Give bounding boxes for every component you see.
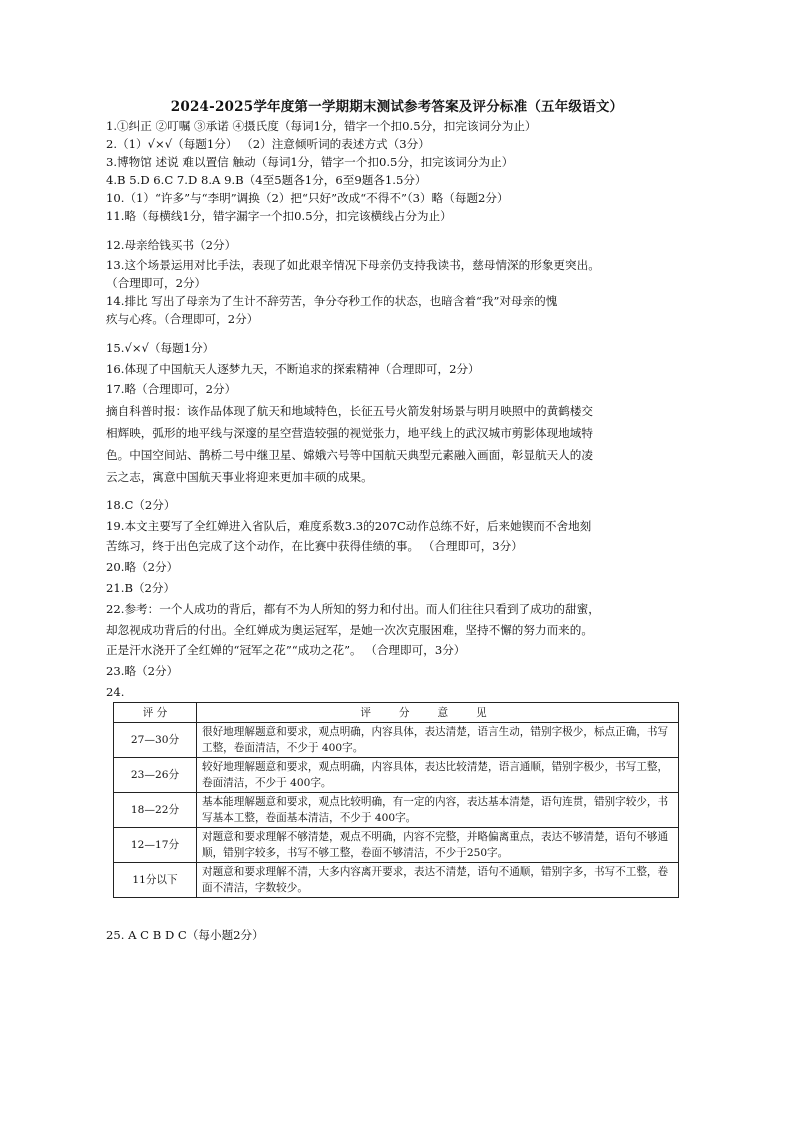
answer-line-14-cont: 疚与心疼。（合理即可，2分）: [106, 312, 259, 326]
answer-line-14: 14.排比 写出了母亲为了生计不辞劳苦，争分夺秒工作的状态，也暗含着“我”对母亲的愧: [106, 294, 558, 308]
grade-description: 对题意和要求理解不够清楚，观点不明确，内容不完整，并略偏离重点，表达不够清楚，语句不够通顺，错别字较多，书写不够工整，卷面不够清洁，不少于250字。: [197, 828, 679, 863]
answer-line-13: 13.这个场景运用对比手法，表现了如此艰辛情况下母亲仍支持我读书，慈母情深的形象更突出。: [106, 258, 600, 272]
scoring-table: [113, 702, 679, 898]
table-row: [114, 863, 679, 898]
answer-line-11: 11.略（每横线1分，错字漏字一个扣0.5分，扣完该横线占分为止）: [106, 209, 452, 223]
grade-description: 较好地理解题意和要求，观点明确，内容具体，表达比较清楚，语言通顺，错别字极少，书写工整，卷面清洁，不少于 400字。: [197, 758, 679, 793]
grade-range: 12—17分: [114, 828, 197, 863]
answer-line-13-cont: （合理即可，2分）: [106, 276, 207, 290]
excerpt-line-4: 云之志，寓意中国航天事业将迎来更加丰硕的成果。: [106, 470, 373, 484]
answer-line-19-cont: 苦练习，终于出色完成了这个动作，在比赛中获得佳绩的事。 （合理即可，3分）: [106, 539, 523, 553]
grade-range: 23—26分: [114, 758, 197, 793]
excerpt-line-3: 色。中国空间站、鹊桥二号中继卫星、嫦娥六号等中国航天典型元素融入画面，彰显航天人的凌: [106, 448, 593, 462]
grade-description: 基本能理解题意和要求，观点比较明确，有一定的内容，表达基本清楚，语句连贯，错别字较少，书写基本工整，卷面基本清洁，不少于 400字。: [197, 793, 679, 828]
table-header-comment: 评分意见: [197, 703, 679, 723]
answer-line-1: 1.①纠正 ②叮嘱 ③承诺 ④摄氏度（每词1分，错字一个扣0.5分，扣完该词分为止）: [106, 119, 537, 133]
answer-line-19: 19.本文主要写了全红婵进入省队后，难度系数3.3的207C动作总练不好，后来她锲而不舍地刻: [106, 519, 592, 533]
table-row: [114, 828, 679, 863]
answer-line-2: 2.（1）√×√（每题1分） （2）注意倾听词的表述方式（3分）: [106, 137, 430, 151]
answer-line-21: 21.B（2分）: [106, 581, 176, 595]
page-title: 2024-2025学年度第一学期期末测试参考答案及评分标准（五年级语文）: [170, 99, 624, 115]
answer-line-20: 20.略（2分）: [106, 560, 179, 574]
answer-line-15: 15.√×√（每题1分）: [106, 341, 215, 355]
answer-line-16: 16.体现了中国航天人逐梦九天，不断追求的探索精神（合理即可，2分）: [106, 362, 480, 376]
answer-line-24: 24.: [106, 685, 125, 699]
answer-line-22-cont1: 却忽视成功背后的付出。全红婵成为奥运冠军，是她一次次克服困难，坚持不懈的努力而来的。: [106, 623, 593, 637]
answer-line-22: 22.参考：一个人成功的背后，都有不为人所知的努力和付出。而人们往往只看到了成功的甜蜜，: [106, 602, 600, 616]
grade-range: 11分以下: [114, 863, 197, 898]
answer-line-3: 3.博物馆 述说 难以置信 触动（每词1分，错字一个扣0.5分，扣完该词分为止）: [106, 155, 514, 169]
excerpt-line-1: 摘自科普时报：该作品体现了航天和地域特色，长征五号火箭发射场景与明月映照中的黄鹤楼交: [106, 404, 593, 418]
grade-description: 对题意和要求理解不清，大多内容离开要求，表达不清楚，语句不通顺，错别字多，书写不工整，卷面不清洁，字数较少。: [197, 863, 679, 898]
answer-line-12: 12.母亲给钱买书（2分）: [106, 238, 237, 252]
excerpt-line-2: 相辉映，弧形的地平线与深邃的星空营造较强的视觉张力，地平线上的武汉城市剪影体现地域特: [106, 426, 593, 440]
answer-line-17: 17.略（合理即可，2分）: [106, 382, 237, 396]
answer-line-4: 4.B 5.D 6.C 7.D 8.A 9.B（4至5题各1分，6至9题各1.5分）: [106, 173, 427, 187]
answer-line-22-cont2: 正是汗水浇开了全红婵的“冠军之花”“成功之花”。 （合理即可，3分）: [106, 643, 466, 657]
table-header-row: [114, 703, 679, 723]
answer-line-18: 18.C（2分）: [106, 498, 176, 512]
answer-line-25: 25. A C B D C（每小题2分）: [106, 928, 264, 942]
table-row: [114, 723, 679, 758]
table-header-score: 评 分: [114, 703, 197, 723]
answer-line-10: 10.（1）“许多”与“李明”调换（2）把“只好”改成“不得不”（3）略（每题2分）: [106, 191, 509, 205]
answer-line-23: 23.略（2分）: [106, 664, 179, 678]
grade-range: 18—22分: [114, 793, 197, 828]
grade-range: 27—30分: [114, 723, 197, 758]
table-row: [114, 758, 679, 793]
grade-description: 很好地理解题意和要求，观点明确，内容具体，表达清楚，语言生动，错别字极少，标点正确，书写工整，卷面清洁，不少于 400字。: [197, 723, 679, 758]
table-row: [114, 793, 679, 828]
